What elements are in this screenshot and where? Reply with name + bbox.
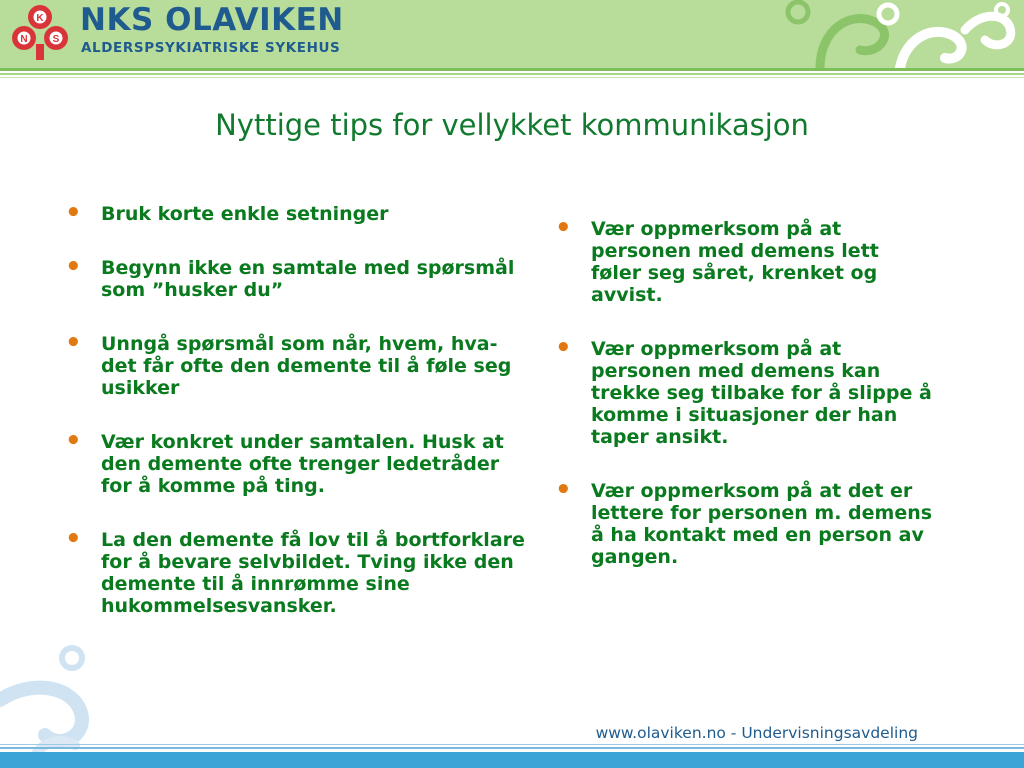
header-banner [0,0,1024,68]
slide-title: Nyttige tips for vellykket kommunikasjon [215,108,809,142]
bullet-text: Vær oppmerksom på at personen med demens lett føler seg såret, krenket og avvist. [591,218,879,306]
bullet-text: Bruk korte enkle setninger [101,203,389,225]
bullet-dot-icon: • [65,524,82,554]
bullet-dot-icon: • [555,475,572,505]
right-bullet-list [555,213,935,600]
bullet-text: Begynn ikke en samtale med spørsmål som ”husker du” [101,257,515,301]
logo-letter-n: N [20,34,28,45]
left-bullet-list [65,198,525,649]
bullet-text: Unngå spørsmål som når, hvem, hva- det får ofte den demente til å føle seg usikker [101,333,512,399]
bullet-text: Vær oppmerksom på at personen med demens kan trekke seg tilbake for å slippe å komme i situasjoner der han taper ansikt. [591,338,932,448]
list-item [555,333,935,448]
bullet-dot-icon: • [65,252,82,282]
list-item [555,475,935,568]
bullet-dot-icon: • [65,426,82,456]
bullet-text: Vær konkret under samtalen. Husk at den demente ofte trenger ledetråder for å komme på ting. [101,431,504,497]
list-item [65,252,525,301]
list-item [65,426,525,497]
bullet-dot-icon: • [65,328,82,358]
list-item [555,213,935,306]
footer-divider-lines [0,744,1024,752]
brand-subtitle: ALDERSPSYKIATRISKE SYKEHUS [81,40,341,56]
bullet-dot-icon: • [555,213,572,243]
brand-name: NKS OLAVIKEN [80,2,344,38]
bullet-text: Vær oppmerksom på at det er lettere for personen m. demens å ha kontakt med en person av gangen. [591,480,933,568]
list-item [65,328,525,399]
nks-clover-logo-icon [10,4,70,62]
decorative-swirl-icon [780,0,1024,68]
bullet-dot-icon: • [555,333,572,363]
logo-letter-k: K [36,13,44,24]
footer-website-link[interactable]: www.olaviken.no - Undervisningsavdeling [595,724,918,742]
list-item [65,524,525,617]
header-divider-lines [0,68,1024,80]
bullet-dot-icon: • [65,198,82,228]
logo-letter-s: S [52,34,60,45]
bullet-text: La den demente få lov til å bortforklare for å bevare selvbildet. Tving ikke den demente til å innrømme sine hukommelsesvansker. [101,529,525,617]
footer-bar [0,752,1024,768]
list-item [65,198,525,228]
